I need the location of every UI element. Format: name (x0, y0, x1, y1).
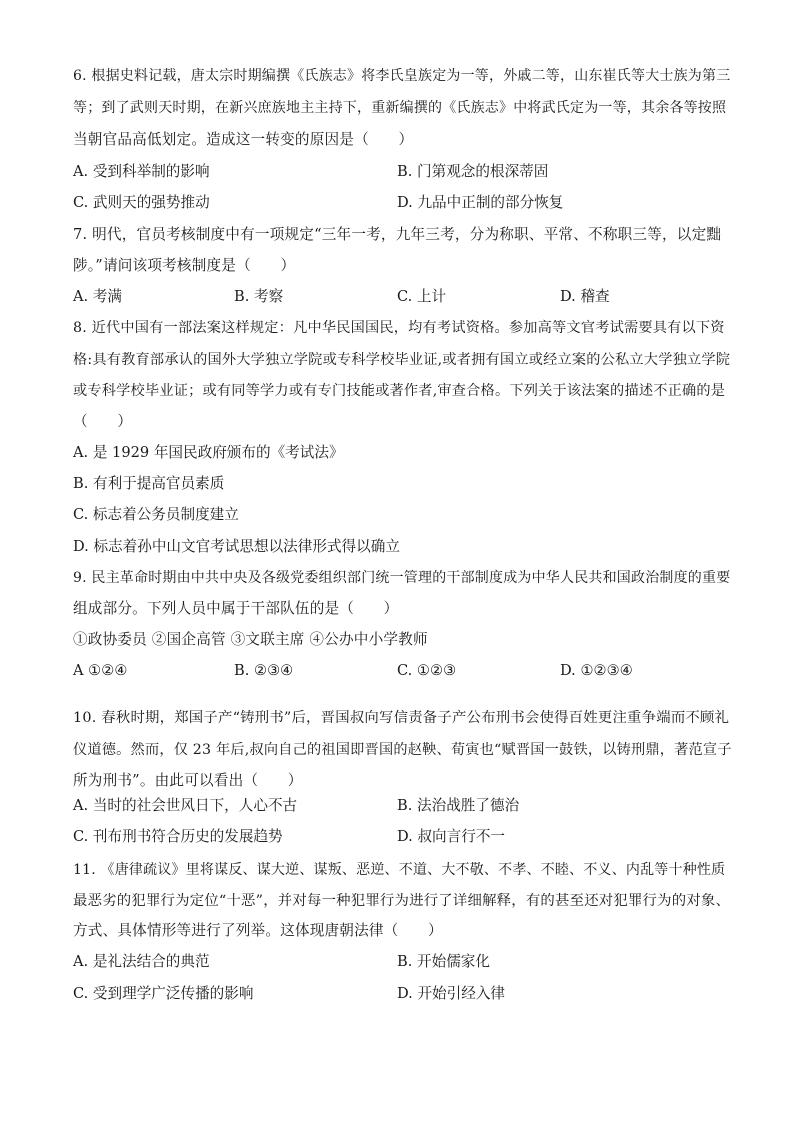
q8-stem-line-4: （ ） (73, 413, 133, 430)
q11-option-a: A. 是礼法结合的典范 (73, 953, 210, 970)
q10-option-a: A. 当时的社会世风日下，人心不古 (73, 797, 298, 814)
q8-option-a: A. 是 1929 年国民政府颁布的《考试法》 (73, 444, 344, 461)
q8-option-c: C. 标志着公务员制度建立 (73, 506, 239, 523)
q8-stem-line-2: 格:具有教育部承认的国外大学独立学院或专科学校毕业证,或者拥有国立或经立案的公私立大学独立学院 (73, 352, 731, 368)
q11-stem-line-3: 方式、具体情形等进行了列举。这体现唐朝法律（ ） (73, 922, 443, 939)
q6-stem-line-1: 6. 根据史料记载，唐太宗时期编撰《氏族志》将李氏皇族定为一等，外戚二等，山东崔氏等大士族为第三 (73, 68, 731, 84)
q8-option-d: D. 标志着孙中山文官考试思想以法律形式得以确立 (73, 538, 400, 555)
q8-stem-line-3: 或专科学校毕业证；或有同等学力或有专门技能或著作者,审查合格。下列关于该法案的描述不正确的是 (73, 383, 726, 399)
q6-stem-line-3: 当朝官品高低划定。造成这一转变的原因是（ ） (73, 131, 414, 148)
q11-stem-line-2: 最恶劣的犯罪行为定位“十恶”，并对每一种犯罪行为进行了详细解释，有的甚至还对犯罪行为的对象、 (73, 893, 731, 909)
q7-option-a: A. 考满 (73, 288, 123, 305)
q8-option-b: B. 有利于提高官员素质 (73, 475, 225, 492)
q10-option-c: C. 刊布刑书符合历史的发展趋势 (73, 828, 283, 845)
q9-stem-line-3: ①政协委员 ②国企高管 ③文联主席 ④公办中小学教师 (73, 631, 428, 648)
q10-option-d: D. 叔向言行不一 (397, 828, 506, 845)
q7-stem-line-2: 陟。”请问该项考核制度是（ ） (73, 257, 296, 274)
q11-option-d: D. 开始引经入律 (397, 985, 506, 1002)
q9-option-a: A ①②④ (73, 662, 128, 679)
q11-option-c: C. 受到理学广泛传播的影响 (73, 985, 254, 1002)
q6-option-d: D. 九品中正制的部分恢复 (397, 194, 564, 211)
q7-option-c: C. 上计 (397, 288, 447, 305)
q9-stem-line-1: 9. 民主革命时期由中共中央及各级党委组织部门统一管理的干部制度成为中华人民共和国政治制度的重要 (73, 570, 731, 586)
q6-stem-line-2: 等；到了武则天时期，在新兴庶族地主主持下，重新编撰的《氏族志》中将武氏定为一等，其余各等按照 (73, 100, 727, 116)
q9-option-d: D. ①②③④ (560, 662, 633, 679)
q7-option-b: B. 考察 (234, 288, 284, 305)
q6-option-b: B. 门第观念的根深蒂固 (397, 163, 549, 180)
q10-option-b: B. 法治战胜了德治 (397, 797, 520, 814)
q6-option-c: C. 武则天的强势推动 (73, 194, 210, 211)
q9-option-c: C. ①②③ (397, 662, 457, 679)
q7-stem-line-1: 7. 明代，官员考核制度中有一项规定“三年一考，九年三考，分为称职、平常、不称职三等，以定黜 (73, 226, 722, 243)
q8-stem-line-1: 8. 近代中国有一部法案这样规定：凡中华民国国民，均有考试资格。参加高等文官考试需要具有以下资 (73, 320, 725, 336)
q9-stem-line-2: 组成部分。下列人员中属于干部队伍的是（ ） (73, 600, 399, 617)
q10-stem-line-3: 所为刑书”。由此可以看出（ ） (73, 772, 303, 789)
q11-stem-line-1: 11. 《唐律疏议》里将谋反、谋大逆、谋叛、恶逆、不道、大不敬、不孝、不睦、不义、内乱等十种性质 (73, 862, 726, 878)
q11-option-b: B. 开始儒家化 (397, 953, 490, 970)
q9-option-b: B. ②③④ (234, 662, 294, 679)
q6-option-a: A. 受到科举制的影响 (73, 163, 210, 180)
q7-option-d: D. 稽查 (560, 288, 610, 305)
q10-stem-line-2: 仪道德。然而，仅 23 年后,叔向自己的祖国即晋国的赵鞅、荀寅也“赋晋国一鼓铁，以铸刑鼎，著范宣子 (73, 742, 732, 758)
q10-stem-line-1: 10. 春秋时期，郑国子产“铸刑书”后，晋国叔向写信责备子产公布刑书会使得百姓更注重争端而不顾礼 (73, 710, 730, 726)
